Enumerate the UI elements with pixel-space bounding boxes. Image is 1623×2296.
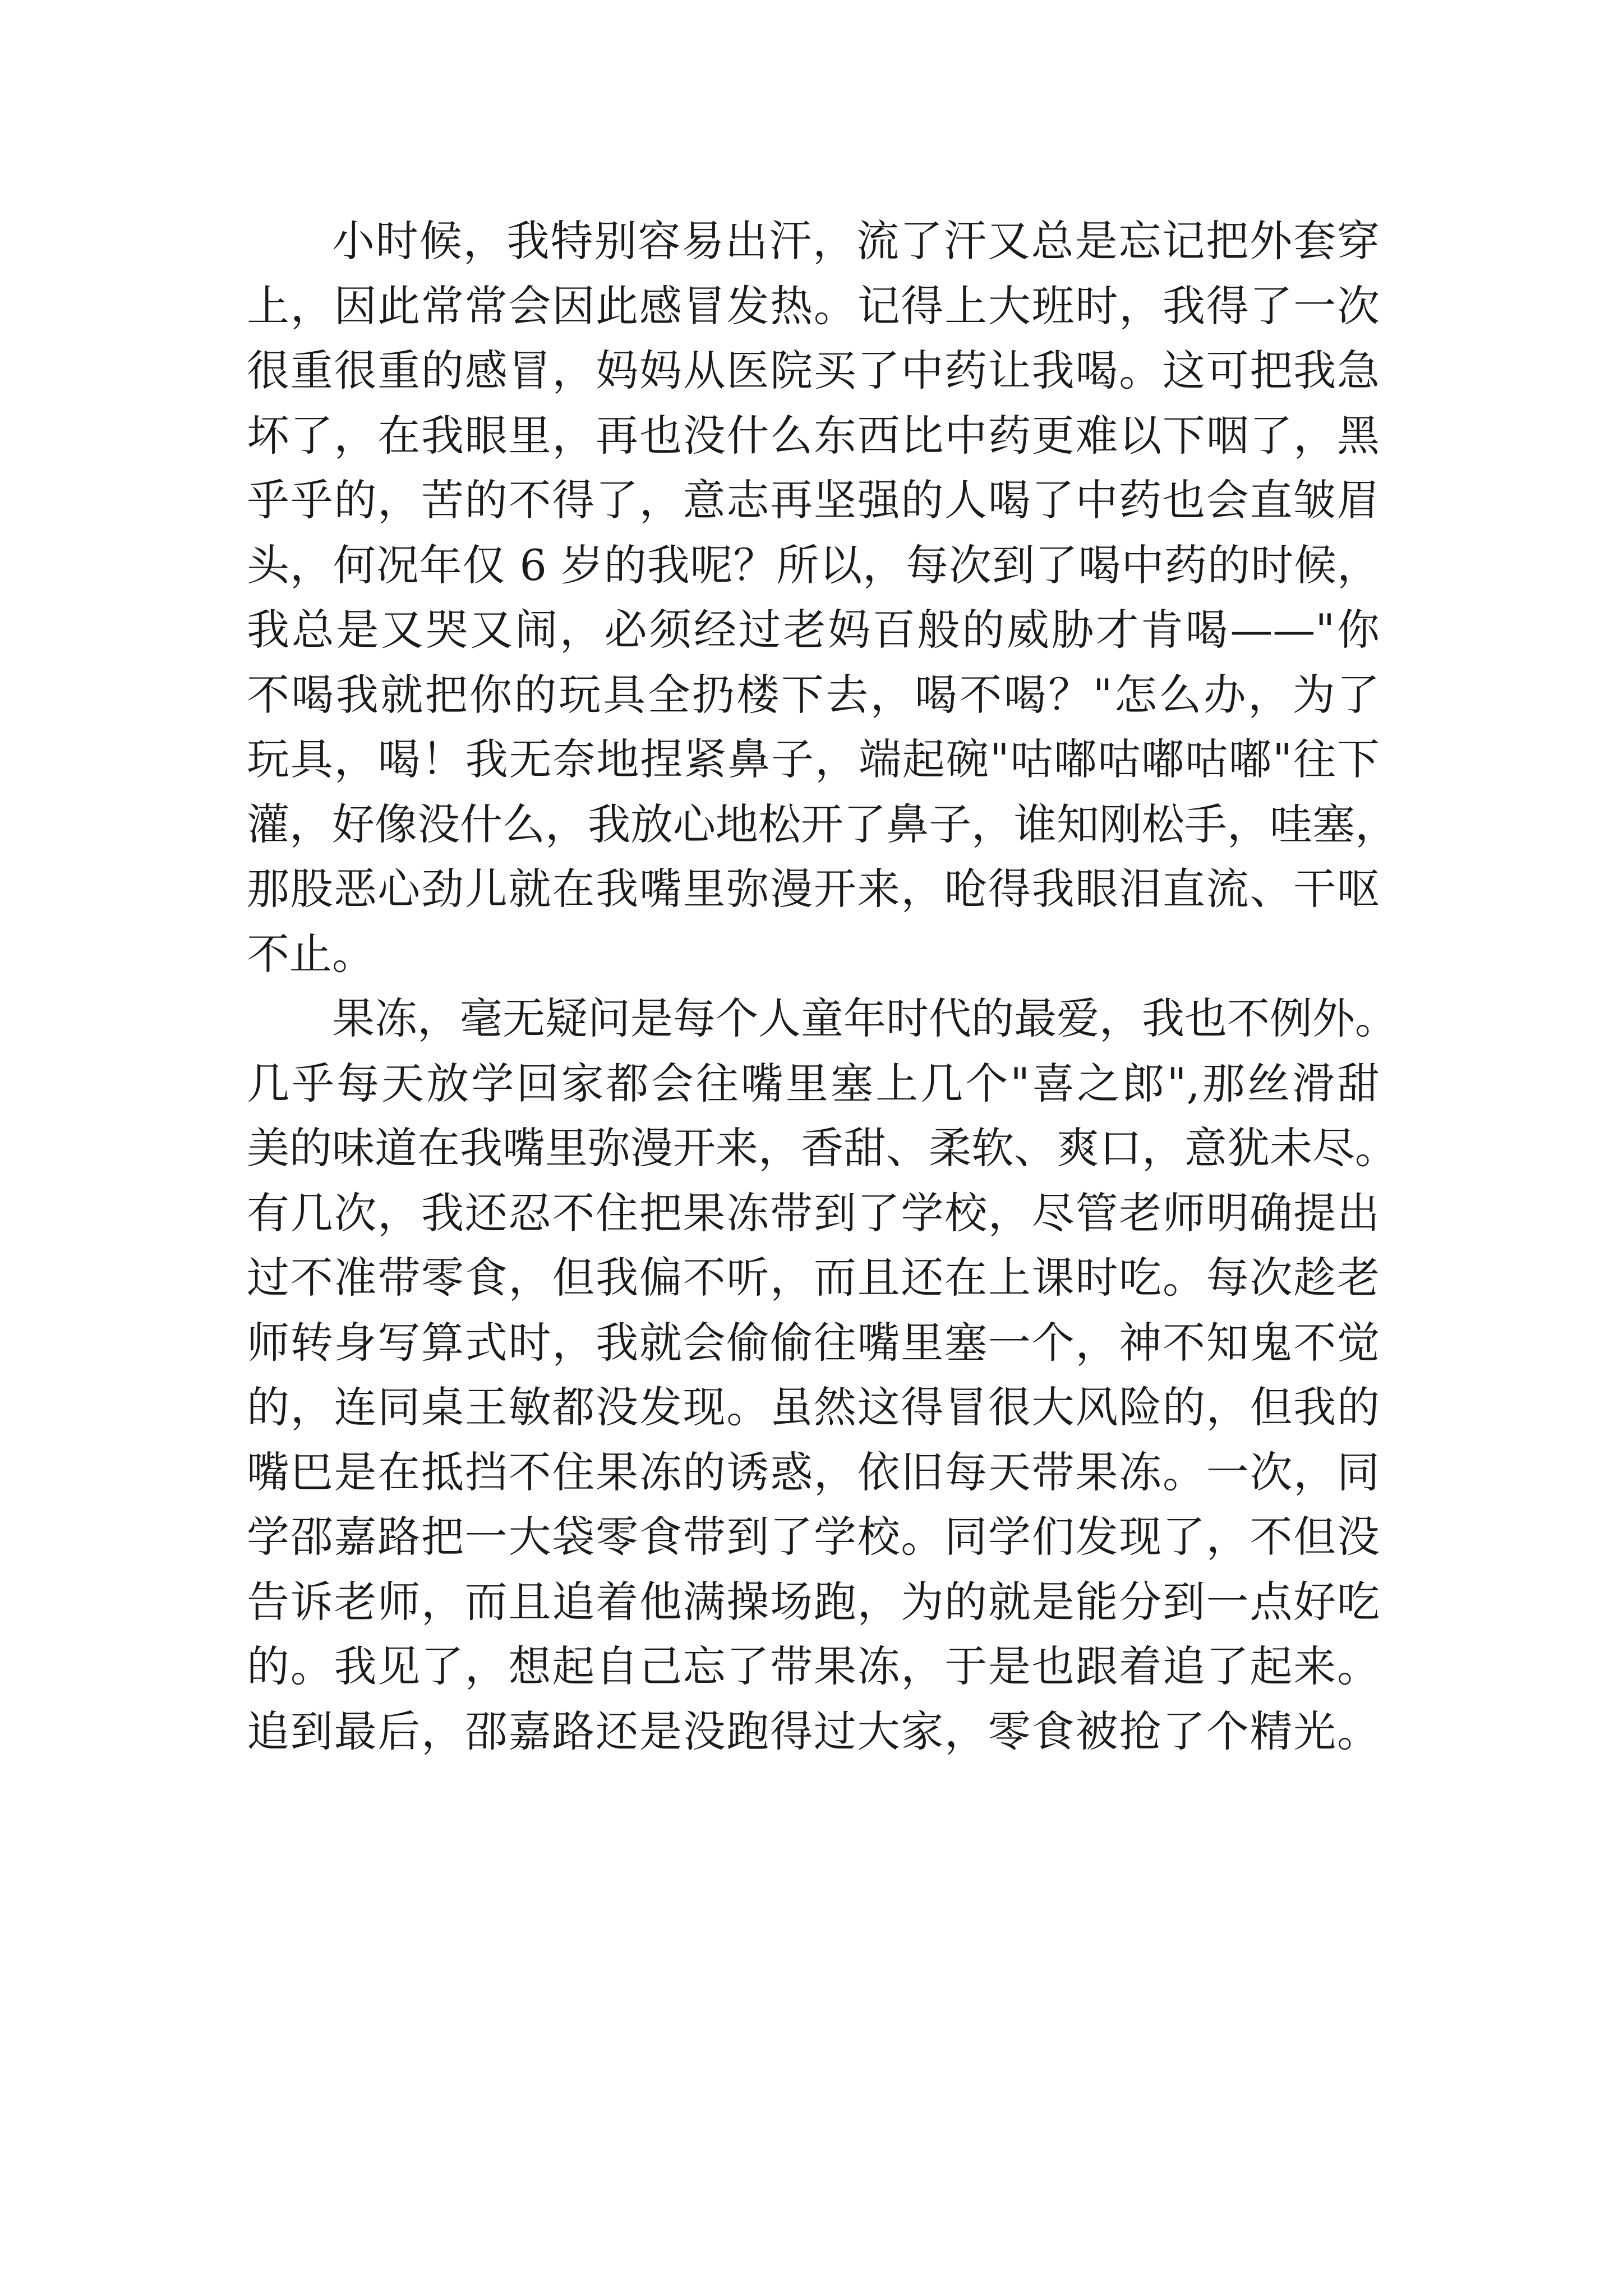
paragraph-line: 的。我见了，想起自己忘了带果冻，于是也跟着追了起来。 — [247, 1641, 1380, 1691]
paragraph-line: 告诉老师，而且追着他满操场跑，为的就是能分到一点好吃 — [247, 1576, 1380, 1627]
paragraph-line: 玩具，喝！我无奈地捏紧鼻子，端起碗"咕嘟咕嘟咕嘟"往下 — [247, 734, 1380, 784]
paragraph-line: 不喝我就把你的玩具全扔楼下去，喝不喝？"怎么办，为了 — [247, 669, 1380, 720]
paragraph-line: 的，连同桌王敏都没发现。虽然这得冒很大风险的，但我的 — [247, 1382, 1380, 1432]
paragraph-line: 追到最后，邵嘉路还是没跑得过大家，零食被抢了个精光。 — [247, 1706, 1380, 1756]
paragraph-line: 我总是又哭又闹，必须经过老妈百般的威胁才肯喝——"你 — [247, 605, 1380, 655]
paragraph-line: 小时候，我特别容易出汗，流了汗又总是忘记把外套穿 — [332, 216, 1380, 266]
paragraph-line: 美的味道在我嘴里弥漫开来，香甜、柔软、爽口，意犹未尽。 — [247, 1123, 1398, 1173]
paragraph-line: 坏了，在我眼里，再也没什么东西比中药更难以下咽了，黑 — [247, 410, 1380, 461]
paragraph-line: 很重很重的感冒，妈妈从医院买了中药让我喝。这可把我急 — [247, 346, 1380, 395]
paragraph-1 — [247, 209, 1398, 986]
paragraph-line: 头，何况年仅 6 岁的我呢？所以，每次到了喝中药的时候， — [247, 540, 1380, 590]
paragraph-line: 果冻，毫无疑问是每个人童年时代的最爱，我也不例外。 — [332, 993, 1398, 1043]
paragraph-line: 上，因此常常会因此感冒发热。记得上大班时，我得了一次 — [247, 280, 1380, 331]
body-text — [247, 209, 1398, 1764]
paragraph-line: 过不准带零食，但我偏不听，而且还在上课时吃。每次趁老 — [247, 1253, 1380, 1303]
paragraph-line: 学邵嘉路把一大袋零食带到了学校。同学们发现了，不但没 — [247, 1512, 1380, 1562]
paragraph-line: 嘴巴是在抵挡不住果冻的诱惑，依旧每天带果冻。一次，同 — [247, 1447, 1380, 1497]
paragraph-line: 有几次，我还忍不住把果冻带到了学校，尽管老师明确提出 — [247, 1188, 1380, 1238]
paragraph-line: 那股恶心劲儿就在我嘴里弥漫开来，呛得我眼泪直流、干呕 — [247, 864, 1380, 914]
paragraph-line: 几乎每天放学回家都会往嘴里塞上几个"喜之郎",那丝滑甜 — [247, 1058, 1380, 1108]
paragraph-line: 师转身写算式时，我就会偷偷往嘴里塞一个，神不知鬼不觉 — [247, 1317, 1380, 1368]
paragraph-line: 灌，好像没什么，我放心地松开了鼻子，谁知刚松手，哇塞， — [247, 799, 1398, 849]
paragraph-line: 乎乎的，苦的不得了，意志再坚强的人喝了中药也会直皱眉 — [247, 475, 1380, 525]
paragraph-line: 不止。 — [247, 928, 375, 979]
paragraph-2 — [247, 986, 1398, 1764]
